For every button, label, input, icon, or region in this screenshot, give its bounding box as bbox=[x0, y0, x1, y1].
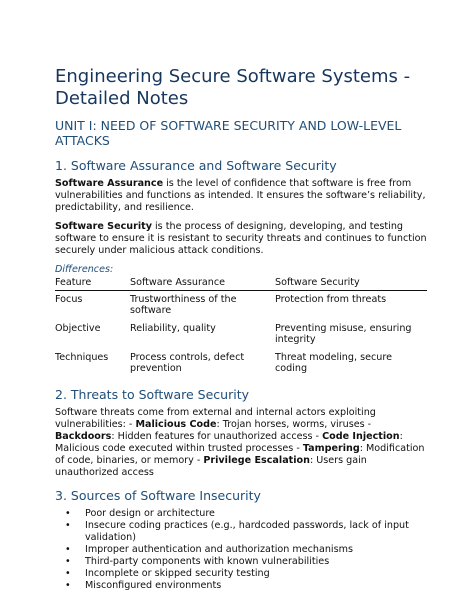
document-content bbox=[55, 66, 427, 592]
bullet-icon: • bbox=[65, 519, 71, 531]
section-1-heading: 1. Software Assurance and Software Security bbox=[55, 158, 337, 173]
list-item-text: Improper authentication and authorization mechanisms bbox=[85, 543, 353, 555]
software-security-paragraph bbox=[55, 221, 427, 257]
threats-intro: Software threats come from external and internal actors exploiting vulnerabilities: - bbox=[55, 406, 376, 430]
list-item-text: Incomplete or skipped security testing bbox=[85, 567, 270, 579]
list-item bbox=[55, 544, 427, 556]
table-cell: Trustworthiness of the software bbox=[130, 293, 237, 316]
insecurity-sources-list bbox=[55, 508, 427, 592]
threat-description: : Malicious code executed within trusted processes - bbox=[55, 430, 403, 454]
software-assurance-term: Software Assurance bbox=[55, 178, 164, 189]
threat-term: Malicious Code bbox=[135, 418, 217, 430]
bullet-icon: • bbox=[65, 555, 71, 567]
table-cell: Objective bbox=[55, 322, 101, 334]
threat-description: : Trojan horses, worms, viruses - bbox=[216, 418, 372, 430]
threats-paragraph bbox=[55, 407, 427, 479]
threat-term: Backdoors bbox=[55, 430, 112, 442]
section-2-heading: 2. Threats to Software Security bbox=[55, 386, 249, 402]
table-row bbox=[55, 290, 427, 320]
table-cell: Focus bbox=[55, 293, 83, 305]
list-item-text: Third-party components with known vulnerabilities bbox=[85, 555, 330, 567]
software-security-term: Software Security bbox=[55, 221, 152, 232]
table-cell: Protection from threats bbox=[275, 293, 387, 305]
section-3-heading: 3. Sources of Software Insecurity bbox=[55, 487, 261, 503]
list-item bbox=[55, 556, 427, 568]
threat-term: Privilege Escalation bbox=[203, 454, 310, 466]
table-cell: Threat modeling, secure coding bbox=[275, 351, 392, 374]
list-item-text: Poor design or architecture bbox=[85, 507, 215, 519]
software-assurance-definition: is the level of confidence that software is free from vulnerabilities and functions as intended. It ensures the software’s reliability, predictability, and resilience. bbox=[55, 178, 426, 213]
bullet-icon: • bbox=[65, 579, 71, 591]
table-header-cell: Software Assurance bbox=[130, 277, 275, 290]
list-item-text: Misconfigured environments bbox=[85, 579, 222, 591]
differences-label: Differences: bbox=[55, 264, 114, 275]
table-row bbox=[55, 349, 427, 378]
threat-term: Tampering bbox=[302, 442, 360, 454]
list-item-text: Insecure coding practices (e.g., hardcoded passwords, lack of input validation) bbox=[85, 519, 409, 543]
unit-heading: UNIT I: NEED OF SOFTWARE SECURITY AND LOW-LEVEL ATTACKS bbox=[55, 118, 402, 148]
table-header-cell: Software Security bbox=[275, 277, 427, 290]
bullet-icon: • bbox=[65, 507, 71, 519]
table-header-cell: Feature bbox=[55, 277, 130, 290]
threat-term: Code Injection bbox=[322, 430, 400, 442]
document-title: Engineering Secure Software Systems - Detailed Notes bbox=[55, 66, 411, 109]
list-item bbox=[55, 520, 427, 544]
threat-description: : Users gain unauthorized access bbox=[55, 454, 367, 478]
table-header-row bbox=[55, 277, 427, 290]
list-item bbox=[55, 568, 427, 580]
list-item bbox=[55, 508, 427, 520]
table-cell: Process controls, defect prevention bbox=[130, 351, 245, 374]
table-cell: Techniques bbox=[55, 351, 109, 363]
list-item bbox=[55, 580, 427, 592]
threat-description: : Modification of code, binaries, or memory - bbox=[55, 442, 425, 466]
table-cell: Reliability, quality bbox=[130, 322, 216, 334]
software-assurance-paragraph bbox=[55, 178, 427, 214]
table-cell: Preventing misuse, ensuring integrity bbox=[275, 322, 412, 345]
threat-description: : Hidden features for unauthorized access - bbox=[111, 430, 323, 442]
bullet-icon: • bbox=[65, 567, 71, 579]
differences-table bbox=[55, 277, 427, 378]
software-security-definition: is the process of designing, developing, and testing software to ensure it is resistant to security threats and continues to function securely under malicious attack conditions. bbox=[55, 221, 427, 256]
bullet-icon: • bbox=[65, 543, 71, 555]
table-row bbox=[55, 320, 427, 349]
